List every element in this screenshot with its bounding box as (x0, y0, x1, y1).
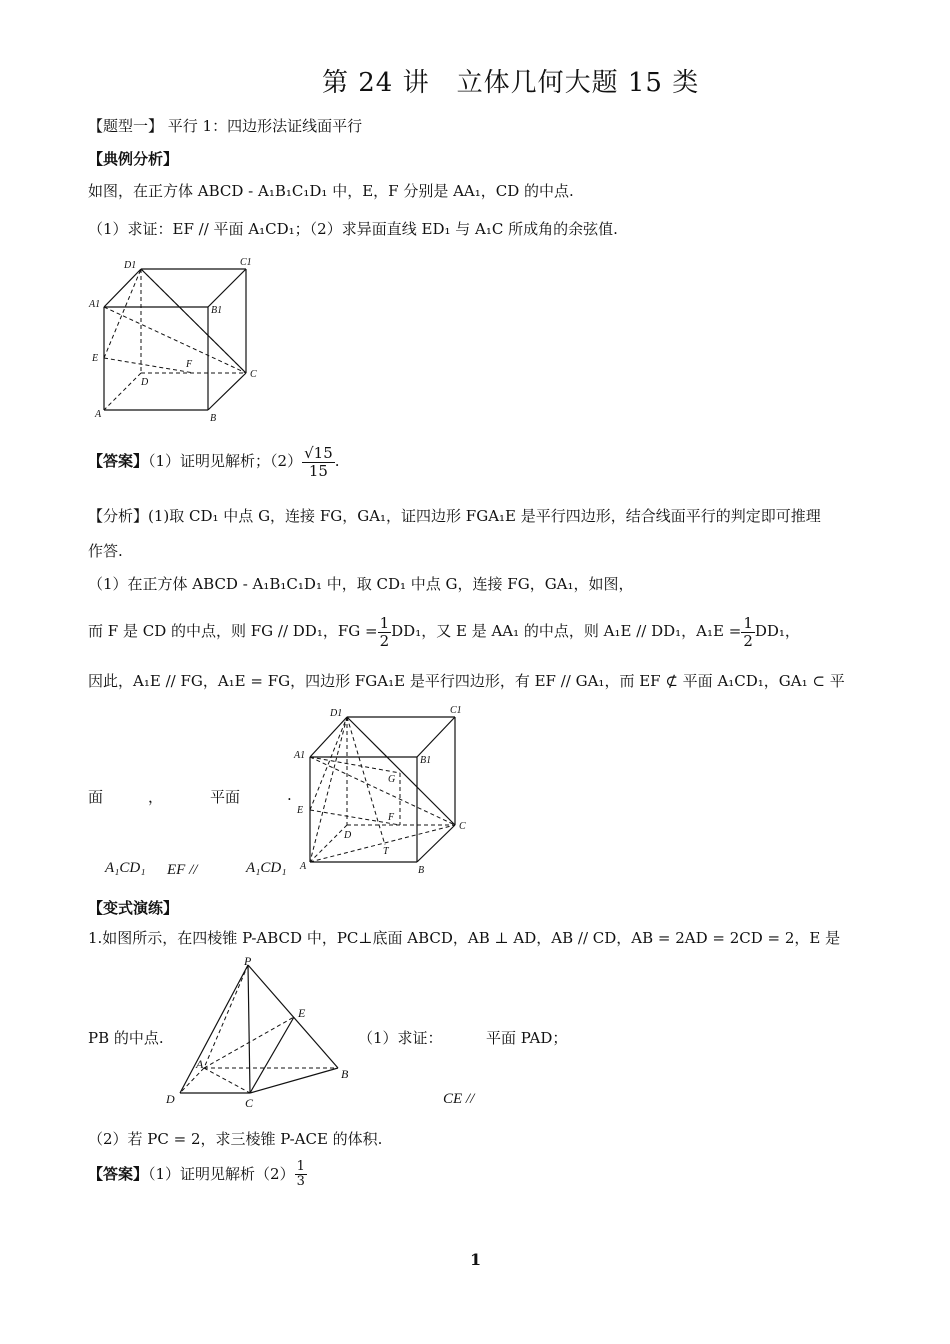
fig2-label-C1: C1 (450, 705, 462, 716)
fig1-label-C: C (250, 369, 257, 380)
answer-2-numerator: 1 (296, 1159, 305, 1174)
solution-line-3: 因此，A₁E // FG，A₁E = FG，四边形 FGA₁E 是平行四边形，有 EF // GA₁，而 EF ⊄ 平面 A₁CD₁，GA₁ ⊂ 平 (88, 672, 845, 690)
solution-line-4a: 面 (88, 788, 104, 806)
solution-line-4d: . (287, 786, 292, 804)
fig1-label-B: B (210, 413, 217, 424)
solution-line-2 (88, 615, 800, 649)
solution-line-5b: EF // (167, 862, 198, 878)
fig2-label-T: T (383, 846, 389, 857)
variant-problem-line-2b: （1）求证： (358, 1029, 443, 1047)
fig1-label-F: F (186, 359, 193, 370)
half-num-1: 1 (379, 614, 390, 632)
half-den-1: 2 (379, 631, 390, 650)
section-heading: 【题型一】 平行 1：四边形法证线面平行 (88, 117, 363, 135)
fig2-label-D1: D1 (330, 708, 343, 719)
fraction-half-2 (741, 615, 755, 649)
analysis-line-1: 【分析】(1)取 CD₁ 中点 G，连接 FG，GA₁，证四边形 FGA₁E 是平行四边形，结合线面平行的判定即可推理 (88, 507, 821, 525)
variant-problem-line-2d: CE // (443, 1091, 475, 1107)
answer-2-text: （1）证明见解析（2） (148, 1164, 295, 1183)
solution-line-4b: ， (148, 788, 164, 806)
variant-problem-line-2a: PB 的中点. (88, 1029, 164, 1047)
fig2-label-B: B (418, 865, 425, 876)
fig3-label-E: E (298, 1006, 306, 1020)
fig2-label-F: F (388, 812, 395, 823)
page-number: 1 (470, 1250, 482, 1269)
answer-end: . (334, 452, 340, 470)
answer-fraction (302, 445, 335, 479)
fig3-label-C: C (245, 1096, 254, 1110)
answer-2 (88, 1160, 307, 1190)
answer-label: 【答案】 (88, 452, 149, 470)
pyramid-figure (160, 955, 360, 1115)
fig2-label-G: G (388, 774, 396, 785)
solution-line-2c: DD₁， (754, 622, 800, 640)
fig3-label-D: D (166, 1092, 175, 1106)
fig2-label-B1: B1 (420, 755, 432, 766)
fig1-label-A1: A1 (89, 299, 101, 310)
cube-figure-1 (86, 255, 266, 425)
page-title: 第 24 讲 立体几何大题 15 类 (322, 68, 700, 98)
fig2-label-C: C (459, 821, 466, 832)
fig1-label-D1: D1 (124, 260, 137, 271)
fig1-label-D: D (141, 377, 149, 388)
answer-denominator: 15 (308, 461, 328, 480)
fig2-label-D: D (344, 830, 352, 841)
answer-numerator: √15 (304, 444, 333, 462)
answer-1 (88, 445, 340, 479)
fig3-label-A: A (196, 1057, 204, 1071)
solution-line-2b: DD₁，又 E 是 AA₁ 的中点，则 A₁E // DD₁，A₁E = (391, 622, 742, 640)
answer-text: （1）证明见解析；（2） (148, 452, 303, 470)
fig1-label-A: A (95, 409, 102, 420)
half-num-2: 1 (743, 614, 753, 632)
answer-2-fraction (295, 1160, 307, 1190)
fig3-label-P: P (244, 955, 252, 968)
fig2-label-E: E (297, 805, 304, 816)
analysis-line-2: 作答. (88, 542, 123, 560)
answer-2-label: 【答案】 (88, 1164, 149, 1183)
fig1-label-C1: C1 (240, 257, 252, 268)
solution-line-2a: 而 F 是 CD 的中点，则 FG // DD₁，FG = (88, 622, 378, 640)
solution-line-5c: A₁CD₁ (246, 860, 287, 876)
fig1-label-E: E (92, 353, 99, 364)
problem-line-2: （1）求证：EF // 平面 A₁CD₁；（2）求异面直线 ED₁ 与 A₁C 所成角的余弦值. (88, 220, 618, 238)
variant-problem-line-1: 1.如图所示，在四棱锥 P-ABCD 中，PC⊥底面 ABCD，AB ⊥ AD，AB // CD，AB = 2AD = 2CD = 2，E 是 (88, 929, 841, 947)
variant-problem-line-2c: 平面 PAD； (486, 1029, 568, 1047)
fraction-half-1 (378, 615, 392, 649)
solution-line-4c: 平面 (210, 788, 241, 806)
solution-line-1: （1）在正方体 ABCD - A₁B₁C₁D₁ 中，取 CD₁ 中点 G，连接 FG，GA₁，如图， (88, 575, 634, 593)
fig3-label-B: B (341, 1067, 349, 1081)
variant-problem-line-3: （2）若 PC = 2，求三棱锥 P-ACE 的体积. (88, 1130, 383, 1148)
example-label: 【典例分析】 (88, 150, 179, 168)
cube-figure-2 (290, 700, 480, 880)
half-den-2: 2 (743, 631, 753, 650)
fig1-label-B1: B1 (211, 305, 223, 316)
fig2-label-A: A (300, 861, 307, 872)
variant-label: 【变式演练】 (88, 899, 179, 917)
solution-line-5a: A₁CD₁ (105, 860, 146, 876)
answer-2-denominator: 3 (296, 1174, 305, 1190)
problem-line-1: 如图，在正方体 ABCD - A₁B₁C₁D₁ 中，E，F 分别是 AA₁，CD 的中点. (88, 182, 574, 200)
fig2-label-A1: A1 (294, 750, 306, 761)
